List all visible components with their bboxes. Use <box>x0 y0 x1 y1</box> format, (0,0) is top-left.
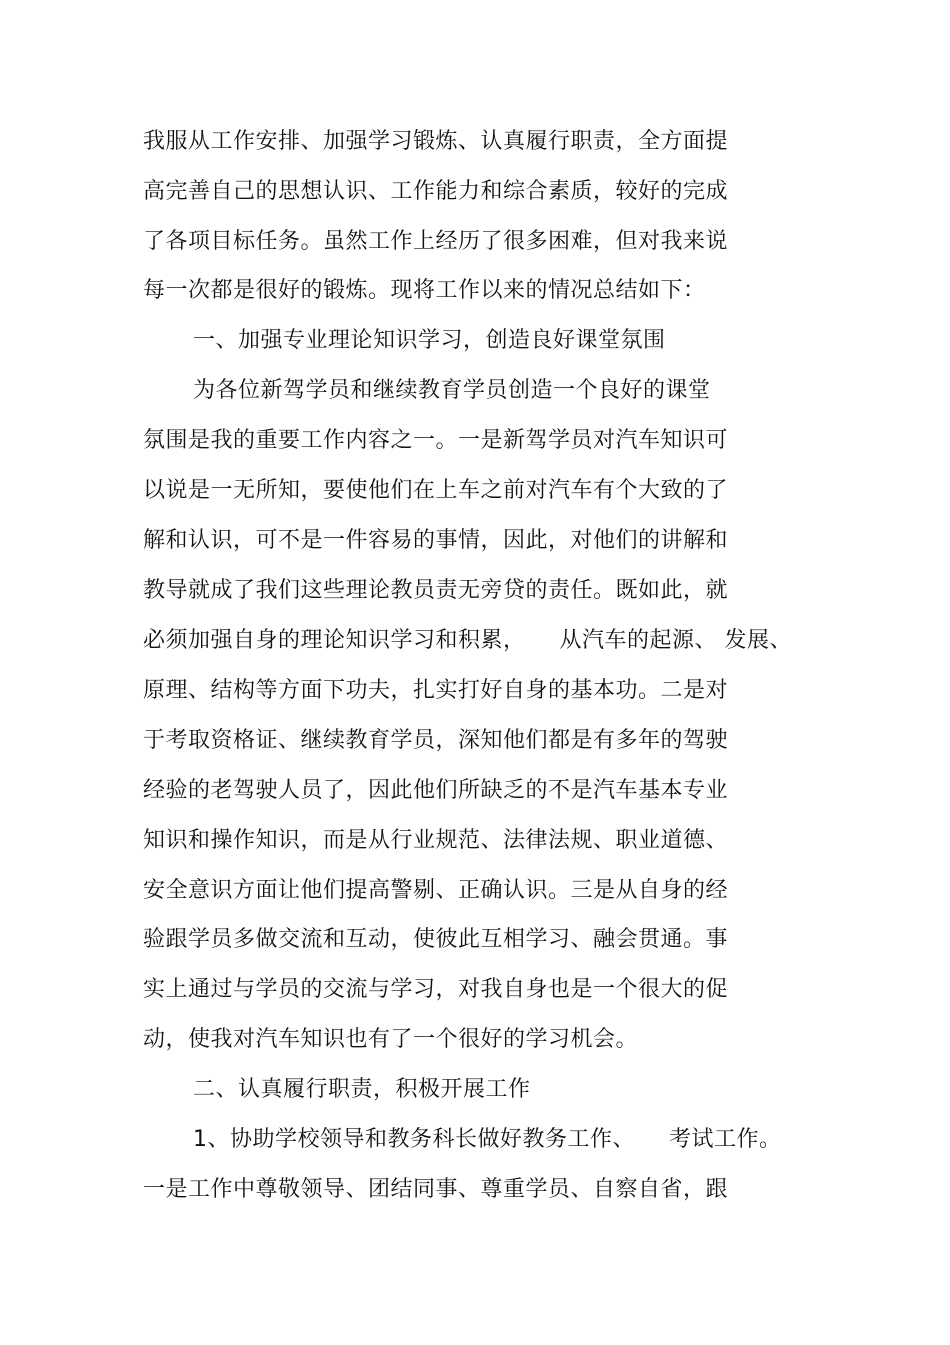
text-line-12: 原理、结构等方面下功夫，扎实打好自身的基本功。二是对 <box>143 678 729 703</box>
text-line-15: 知识和操作知识，而是从行业规范、法律法规、职业道德、 <box>143 828 729 853</box>
text-line-17: 验跟学员多做交流和互动，使彼此互相学习、融会贯通。事 <box>143 927 729 952</box>
section-heading-1: 一、加强专业理论知识学习，创造良好课堂氛围 <box>193 328 666 353</box>
text-line-4: 每一次都是很好的锻炼。现将工作以来的情况总结如下： <box>143 278 706 303</box>
text-line-19: 动，使我对汽车知识也有了一个很好的学习机会。 <box>143 1027 639 1052</box>
section-heading-2: 二、认真履行职责，积极开展工作 <box>193 1077 531 1102</box>
text-line-14: 经验的老驾驶人员了，因此他们所缺乏的不是汽车基本专业 <box>143 778 729 803</box>
text-line-13: 于考取资格证、继续教育学员，深知他们都是有多年的驾驶 <box>143 728 729 753</box>
text-line-1: 我服从工作安排、加强学习锻炼、认真履行职责，全方面提 <box>143 129 729 154</box>
text-line-18: 实上通过与学员的交流与学习，对我自身也是一个很大的促 <box>143 977 729 1002</box>
text-line-2: 高完善自己的思想认识、工作能力和综合素质，较好的完成 <box>143 179 729 204</box>
text-line-9: 解和认识，可不是一件容易的事情，因此，对他们的讲解和 <box>143 528 729 553</box>
text-line-7: 氛围是我的重要工作内容之一。一是新驾学员对汽车知识可 <box>143 428 729 453</box>
text-line-11: 必须加强自身的理论知识学习和积累， 从汽车的起源、 发展、 <box>143 628 792 653</box>
text-line-8: 以说是一无所知，要使他们在上车之前对汽车有个大致的了 <box>143 478 729 503</box>
text-line-6: 为各位新驾学员和继续教育学员创造一个良好的课堂 <box>193 378 711 403</box>
text-line-3: 了各项目标任务。虽然工作上经历了很多困难，但对我来说 <box>143 229 729 254</box>
text-line-22: 一是工作中尊敬领导、团结同事、尊重学员、自察自省，跟 <box>143 1177 729 1202</box>
text-line-21: 1、协助学校领导和教务科长做好教务工作、 考试工作。 <box>193 1127 782 1152</box>
text-line-10: 教导就成了我们这些理论教员责无旁贷的责任。既如此，就 <box>143 578 729 603</box>
text-line-16: 安全意识方面让他们提高警剔、正确认识。三是从自身的经 <box>143 878 729 903</box>
